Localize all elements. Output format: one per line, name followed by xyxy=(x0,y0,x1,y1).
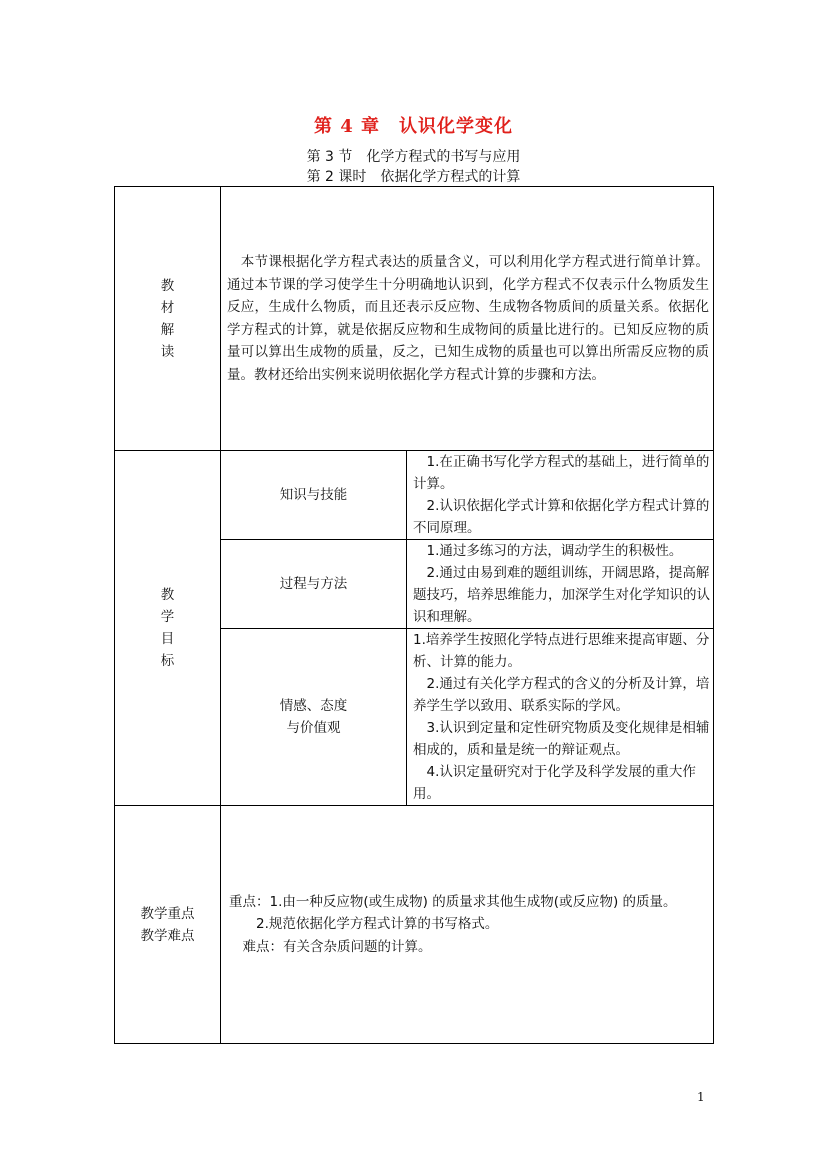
reading-label-cell xyxy=(115,187,221,451)
key-points-label: 教学重点 教学难点 xyxy=(115,806,221,1044)
reading-row xyxy=(115,187,714,451)
objective-text-cell-process xyxy=(407,540,714,629)
section-title: 第 3 节 化学方程式的书写与应用 xyxy=(306,149,521,165)
objective-text-cell-attitude xyxy=(407,629,714,806)
objective-text-process: 1.通过多练习的方法，调动学生的积极性。 2.通过由易到难的题组训练，开阔思路，提高解题技巧，培养思维能力，加深学生对化学知识的认识和理解。 xyxy=(413,543,710,625)
objectives-label: 教学目标 xyxy=(160,587,175,669)
objective-name-process: 过程与方法 xyxy=(221,540,407,629)
key-points-text: 重点：1.由一种反应物(或生成物) 的质量求其他生成物(或反应物) 的质量。 2.规范依据化学方程式计算的书写格式。 难点：有关含杂质问题的计算。 xyxy=(229,893,677,955)
objective-row-knowledge xyxy=(115,451,714,540)
lesson-title: 第 2 课时 依据化学方程式的计算 xyxy=(306,169,521,185)
reading-text: 本节课根据化学方程式表达的质量含义，可以利用化学方程式进行简单计算。通过本节课的学习使学生十分明确地认识到，化学方程式不仅表示什么物质发生反应，生成什么物质，而且还表示反应物、生成物各物质间的质量关系。依据化学方程式的计算，就是依据反应物和生成物间的质量比进行的。已知反应物的质量可以算出生成物的质量，反之，已知生成物的质量也可以算出所需反应物的质量。教材还给出实例来说明依据化学方程式计算的步骤和方法。 xyxy=(227,254,709,383)
reading-label: 教材解读 xyxy=(160,277,175,360)
key-points-content-cell xyxy=(221,806,714,1044)
lesson-plan-table xyxy=(114,186,714,1044)
objectives-label-cell xyxy=(115,451,221,806)
objective-text-attitude: 1.培养学生按照化学特点进行思维来提高审题、分析、计算的能力。 2.通过有关化学方程式的含义的分析及计算，培养学生学以致用、联系实际的学风。 3.认识到定量和定性研究物质及变化规律是相辅相成的，质和量是统一的辩证观点。 4.认识定量研究对于化学及科学发展的重大作用。 xyxy=(413,632,710,802)
objective-text-cell-knowledge xyxy=(407,451,714,540)
objective-name-knowledge: 知识与技能 xyxy=(221,451,407,540)
objective-name-attitude: 情感、态度 与价值观 xyxy=(221,629,407,806)
key-points-row xyxy=(115,806,714,1044)
chapter-title: 第 4 章 认识化学变化 xyxy=(313,116,514,137)
page-number: 1 xyxy=(697,1090,705,1104)
objective-text-knowledge: 1.在正确书写化学方程式的基础上，进行简单的计算。 2.认识依据化学式计算和依据化学方程式计算的不同原理。 xyxy=(413,454,710,536)
reading-content-cell xyxy=(221,187,714,451)
